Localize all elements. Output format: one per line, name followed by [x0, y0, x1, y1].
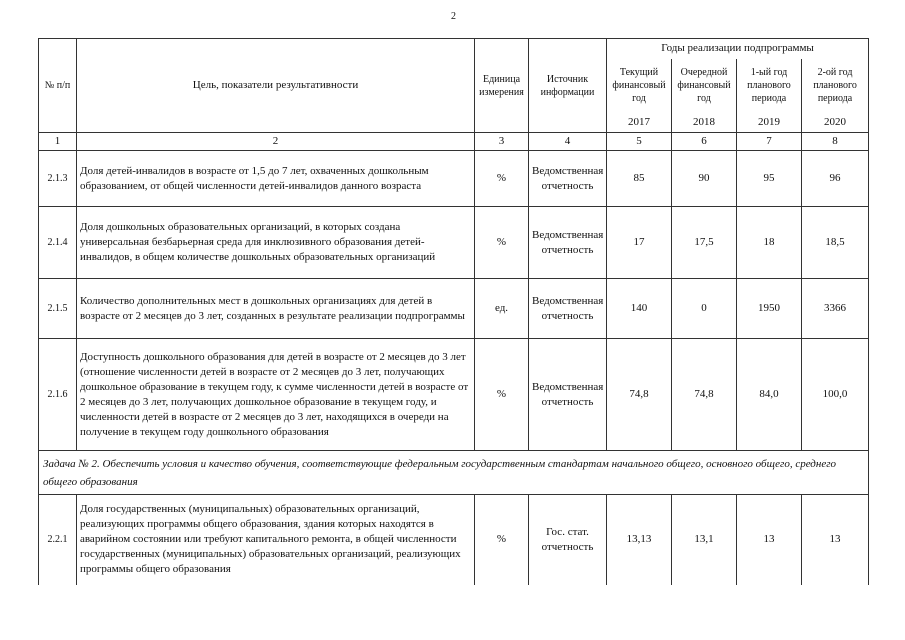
task-row [39, 451, 869, 495]
table-row [39, 279, 869, 339]
row-number: 2.1.5 [39, 279, 77, 339]
row-number: 2.1.4 [39, 207, 77, 279]
row-indicator-text: Количество дополнительных мест в дошкольных организациях для детей в возрасте от 2 месяцев до 3 лет, созданных в результате реализации подпрограммы [77, 279, 475, 339]
row-value-2020: 3366 [802, 279, 869, 339]
row-source: Ведомственная отчетность [529, 151, 607, 207]
row-value-2017: 85 [607, 151, 672, 207]
table-row [39, 207, 869, 279]
col-num: 7 [737, 133, 802, 151]
row-value-2018: 0 [672, 279, 737, 339]
col-num: 5 [607, 133, 672, 151]
row-indicator-text: Доля детей-инвалидов в возрасте от 1,5 до 7 лет, охваченных дошкольным образованием, от общей численности детей-инвалидов данного возраста [77, 151, 475, 207]
header-year-label-2: Очередной финансовый год [672, 59, 737, 113]
header-source: Источник информации [529, 39, 607, 133]
row-unit: % [475, 339, 529, 451]
row-indicator-text: Доступность дошкольного образования для детей в возрасте от 2 месяцев до 3 лет (отношение численности детей в возрасте от 2 месяцев до 3 лет, получающих дошкольное образование в текущем году, к сумме численности детей в возрасте от 2 месяцев до 3 лет, получающих дошкольное образование в текущем году, и численности детей в возрасте от 2 месяцев до 3 лет, находящихся в очереди на получение в текущем году дошкольного образования [77, 339, 475, 451]
row-value-2020: 100,0 [802, 339, 869, 451]
col-num: 4 [529, 133, 607, 151]
table-row [39, 339, 869, 451]
row-number: 2.1.3 [39, 151, 77, 207]
row-value-2017: 140 [607, 279, 672, 339]
table-row [39, 151, 869, 207]
row-indicator-text: Доля дошкольных образовательных организаций, в которых создана универсальная безбарьерная среда для инклюзивного образования детей-инвалидов, в общем количестве дошкольных образовательных организаций [77, 207, 475, 279]
row-value-2018: 17,5 [672, 207, 737, 279]
row-value-2020: 13 [802, 495, 869, 585]
row-value-2018: 13,1 [672, 495, 737, 585]
row-value-2018: 74,8 [672, 339, 737, 451]
col-num: 1 [39, 133, 77, 151]
header-year-2018: 2018 [672, 113, 737, 133]
header-goal: Цель, показатели результативности [77, 39, 475, 133]
header-years-group: Годы реализации подпрограммы [607, 39, 869, 59]
row-source: Ведомственная отчетность [529, 207, 607, 279]
col-num: 3 [475, 133, 529, 151]
row-number: 2.2.1 [39, 495, 77, 585]
header-year-2020: 2020 [802, 113, 869, 133]
row-value-2019: 18 [737, 207, 802, 279]
indicators-table [38, 38, 869, 585]
col-num: 2 [77, 133, 475, 151]
header-no: № п/п [39, 39, 77, 133]
row-source: Ведомственная отчетность [529, 279, 607, 339]
row-value-2017: 74,8 [607, 339, 672, 451]
row-source: Гос. стат. отчетность [529, 495, 607, 585]
row-value-2018: 90 [672, 151, 737, 207]
row-value-2019: 1950 [737, 279, 802, 339]
header-unit: Единица измерения [475, 39, 529, 133]
task-2-heading: Задача № 2. Обеспечить условия и качество обучения, соответствующие федеральным государственным стандартам начального общего, основного общего, среднего общего образования [39, 451, 869, 495]
header-year-label-3: 1-ый год планового периода [737, 59, 802, 113]
row-value-2019: 95 [737, 151, 802, 207]
col-num: 6 [672, 133, 737, 151]
page-number: 2 [451, 11, 456, 22]
row-value-2017: 17 [607, 207, 672, 279]
row-source: Ведомственная отчетность [529, 339, 607, 451]
row-value-2017: 13,13 [607, 495, 672, 585]
table-row [39, 495, 869, 585]
row-number: 2.1.6 [39, 339, 77, 451]
row-unit: % [475, 151, 529, 207]
header-year-label-4: 2-ой год планового периода [802, 59, 869, 113]
header-year-2019: 2019 [737, 113, 802, 133]
row-value-2019: 13 [737, 495, 802, 585]
row-unit: % [475, 495, 529, 585]
row-value-2020: 96 [802, 151, 869, 207]
row-unit: % [475, 207, 529, 279]
row-value-2020: 18,5 [802, 207, 869, 279]
header-year-2017: 2017 [607, 113, 672, 133]
header-year-label-1: Текущий финансовый год [607, 59, 672, 113]
row-unit: ед. [475, 279, 529, 339]
col-num: 8 [802, 133, 869, 151]
row-indicator-text: Доля государственных (муниципальных) образовательных организаций, реализующих программы общего образования, здания которых находятся в аварийном состоянии или требуют капитального ремонта, в общей численности государственных (муниципальных) образовательных организаций, реализующих программы общего образования [77, 495, 475, 585]
row-value-2019: 84,0 [737, 339, 802, 451]
column-numbers-row [39, 133, 869, 151]
